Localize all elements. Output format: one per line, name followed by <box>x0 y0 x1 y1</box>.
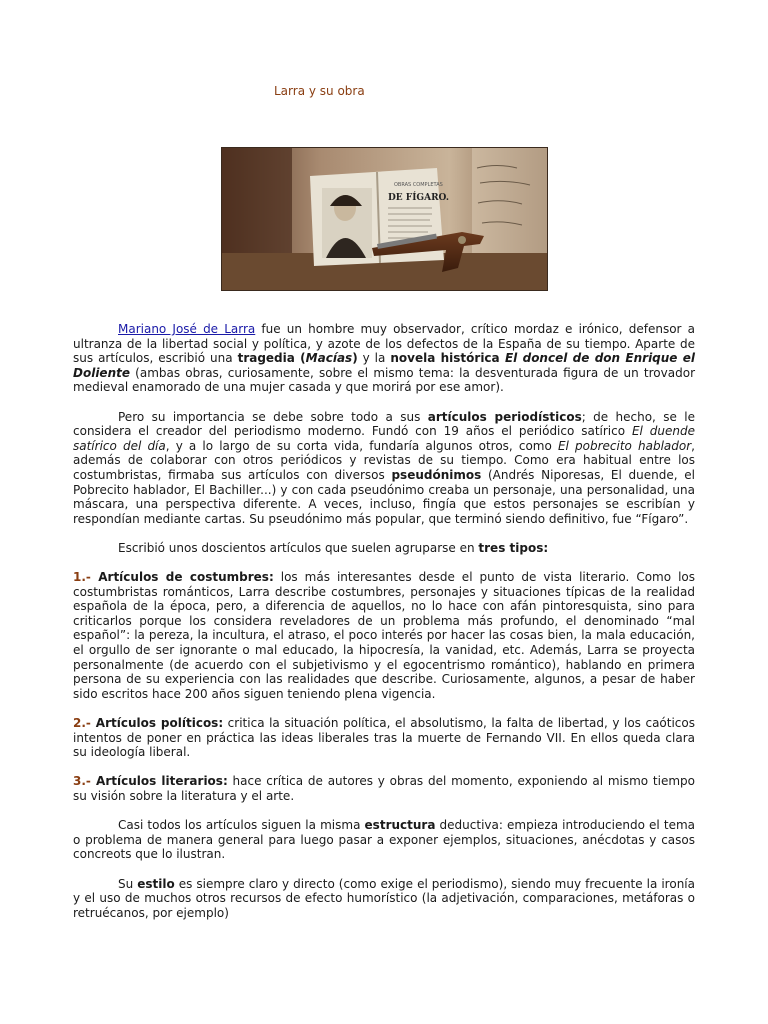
paragraph-literarios: 3.- Artículos literarios: hace crítica de autores y obras del momento, exponiendo al mismo tiempo su visión sobre la literatura y el arte. <box>73 774 695 803</box>
paragraph-politicos: 2.- Artículos políticos: critica la situación política, el absolutismo, la falta de libertad, y los caóticos intentos de poner en práctica las ideas liberales tras la muerte de Fernando VII. En ellos queda clara su ideología liberal. <box>73 716 695 760</box>
book-small-caption: OBRAS COMPLETAS <box>394 182 443 188</box>
paragraph-types-intro: Escribió unos doscientos artículos que suelen agruparse en tres tipos: <box>118 540 549 555</box>
book-header-text: DE FÍGARO. <box>388 193 449 203</box>
paragraph-estructura: Casi todos los artículos siguen la misma estructura deductiva: empieza introduciendo el tema o problema de manera general para luego pasar a exponer ejemplos, situaciones, anécdotas y casos concreots que lo ilustran. <box>73 818 696 862</box>
larra-link[interactable]: Mariano José de Larra <box>118 322 256 336</box>
photo-illustration <box>222 148 547 290</box>
paragraph-estilo: Su estilo es siempre claro y directo (como exige el periodismo), siendo muy frecuente la ironía y el uso de muchos otros recursos de efecto humorístico (la adjetivación, comparaciones, metáforas o retruécanos, por ejemplo) <box>73 876 695 920</box>
page-title: Larra y su obra <box>274 84 365 98</box>
article-body <box>73 322 695 935</box>
paragraph-journalism: Pero su importancia se debe sobre todo a sus artículos periodísticos; de hecho, se le considera el creador del periodismo moderno. Fundó con 19 años el periódico satírico El duende satírico del día, y a lo largo de su corta vida, fundaría algunos otros, como El pobrecito hablador, además de colaborar con otros periódicos y revistas de su tiempo. Como era habitual entre los costumbristas, firmaba sus artículos con diversos pseudónimos (Andrés Niporesas, El duende, el Pobrecito hablador, El Bachiller...) y con cada pseudónimo creaba un personaje, una personalidad, una máscara, una perspectiva diferente. A veces, incluso, fingía que estos personajes se escribían y respondían mediante cartas. Su pseudónimo más popular, que terminó siendo definitivo, fue “Fígaro”. <box>73 409 695 526</box>
paragraph-intro: Mariano José de Larra fue un hombre muy observador, crítico mordaz e irónico, defensor a ultranza de la libertad social y política, y azote de los defectos de la España de su tiempo. Aparte de sus artículos, escribió una tragedia (Macías) y la novela histórica El doncel de don Enrique el Doliente (ambas obras, curiosamente, sobre el mismo tema: la desventurada figura de un trovador medieval enamorado de una mujer casada y que morirá por ese amor). <box>73 322 696 395</box>
paragraph-costumbres: 1.- Artículos de costumbres: los más interesantes desde el punto de vista literario. Como los costumbristas románticos, Larra describe costumbres, personajes y situaciones típicas de la realidad española de la época, pero, a diferencia de aquellos, no lo hace con afán pintoresquista, sino para criticarlos porque los considera reveladores de un problema más profundo, el denominado “mal español”: la pereza, la incultura, el atraso, el poco interés por hacer las cosas bien, la mala educación, el orgullo de ser ignorante o mal educado, la hipocresía, la vanidad, etc. Además, Larra se proyecta personalmente (de acuerdo con el subjetivismo y el egocentrismo romántico), hablando en primera persona de su experiencia con las realidades que describe. Curiosamente, algunos, a pesar de haber sido escritos hace 200 años siguen teniendo plena vigencia. <box>73 570 696 701</box>
larra-book-photo <box>221 147 548 291</box>
